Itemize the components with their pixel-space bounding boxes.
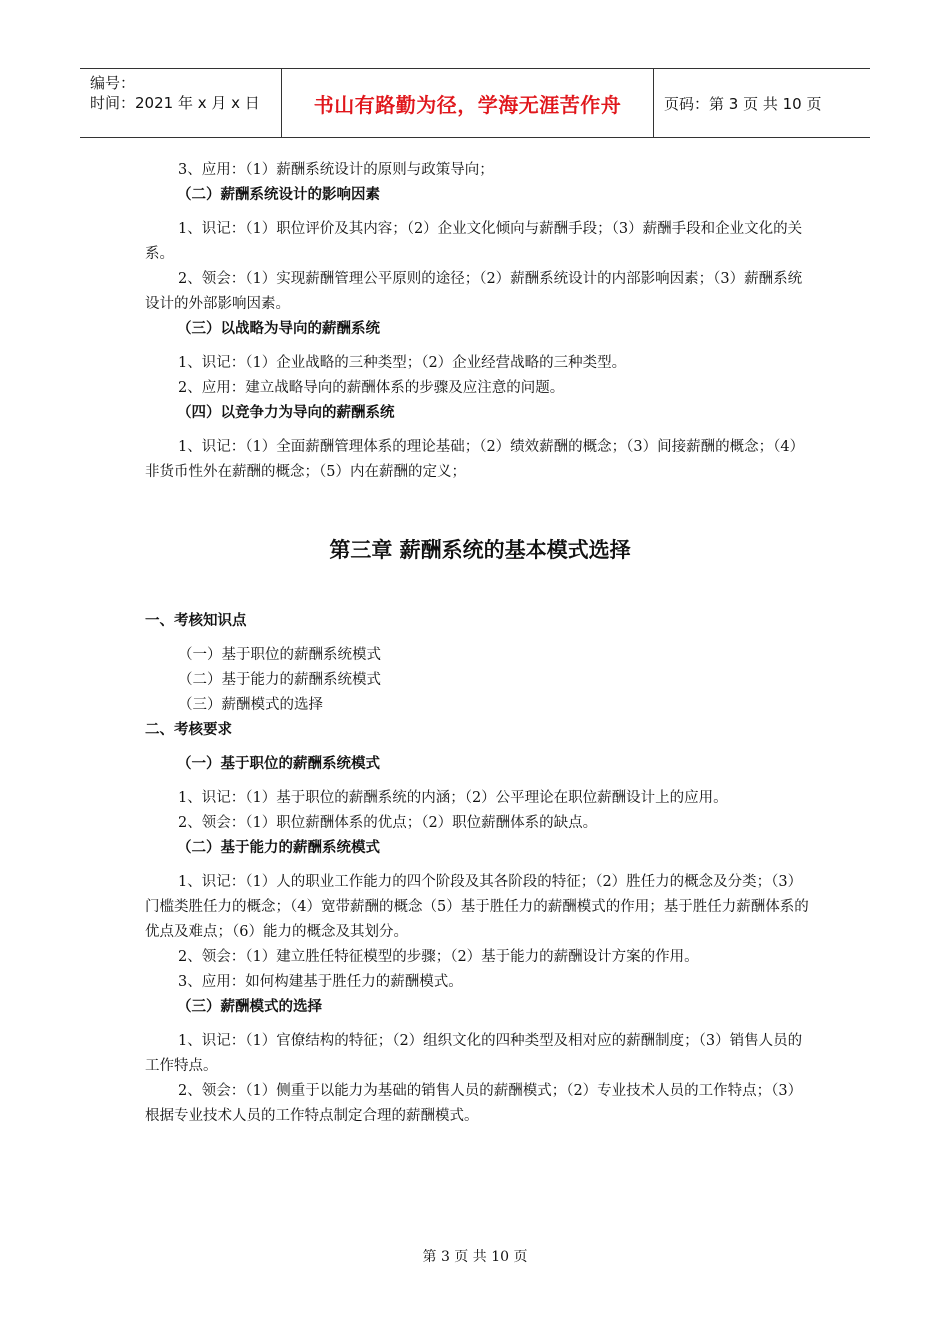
header-table <box>80 68 870 138</box>
section-heading: 一、考核知识点 <box>145 613 247 629</box>
subsection-heading: （一）基于职位的薪酬系统模式 <box>177 756 380 772</box>
paragraph: 2、应用：建立战略导向的薪酬体系的步骤及应注意的问题。 <box>178 380 565 396</box>
paragraph: 1、识记：（1）官僚结构的特征；（2）组织文化的四种类型及相对应的薪酬制度；（3）销售人员的工作特点。 <box>145 1033 803 1074</box>
paragraph: 1、识记：（1）人的职业工作能力的四个阶段及其各阶段的特征；（2）胜任力的概念及分类；（3）门槛类胜任力的概念；（4）宽带薪酬的概念（5）基于胜任力的薪酬模式的作用；基于胜任力薪酬体系的优点及难点；（6）能力的概念及其划分。 <box>145 874 809 940</box>
chapter-title: 第三章 薪酬系统的基本模式选择 <box>329 538 631 562</box>
section-heading: （三）以战略为导向的薪酬系统 <box>177 321 380 337</box>
paragraph: 1、识记：（1）企业战略的三种类型；（2）企业经营战略的三种类型。 <box>178 355 627 371</box>
section-heading: 二、考核要求 <box>145 722 232 738</box>
paragraph: 2、领会：（1）职位薪酬体系的优点；（2）职位薪酬体系的缺点。 <box>178 815 598 831</box>
section-heading: （四）以竞争力为导向的薪酬系统 <box>177 405 395 421</box>
page-footer: 第 3 页 共 10 页 <box>422 1249 528 1265</box>
paragraph: 3、应用：（1）薪酬系统设计的原则与政策导向； <box>178 162 494 178</box>
subsection-heading: （二）基于能力的薪酬系统模式 <box>177 840 380 856</box>
paragraph: 2、领会：（1）建立胜任特征模型的步骤；（2）基于能力的薪酬设计方案的作用。 <box>178 949 699 965</box>
serial-label: 编号： <box>90 74 136 92</box>
list-item: （二）基于能力的薪酬系统模式 <box>178 672 381 688</box>
paragraph: 1、识记：（1）全面薪酬管理体系的理论基础；（2）绩效薪酬的概念；（3）间接薪酬的概念；（4）非货币性外在薪酬的概念；（5）内在薪酬的定义； <box>145 439 805 480</box>
paragraph: 2、领会：（1）侧重于以能力为基础的销售人员的薪酬模式；（2）专业技术人员的工作特点；（3）根据专业技术人员的工作特点制定合理的薪酬模式。 <box>145 1083 803 1124</box>
paragraph: 2、领会：（1）实现薪酬管理公平原则的途径；（2）薪酬系统设计的内部影响因素；（3）薪酬系统设计的外部影响因素。 <box>145 271 803 312</box>
section-heading: （二）薪酬系统设计的影响因素 <box>177 187 380 203</box>
document-body <box>145 158 815 1129</box>
header-motto: 书山有路勤为径，学海无涯苦作舟 <box>282 69 654 137</box>
list-item: （一）基于职位的薪酬系统模式 <box>178 647 381 663</box>
paragraph: 1、识记：（1）职位评价及其内容；（2）企业文化倾向与薪酬手段；（3）薪酬手段和企业文化的关系。 <box>145 221 803 262</box>
paragraph: 1、识记：（1）基于职位的薪酬系统的内涵；（2）公平理论在职位薪酬设计上的应用。 <box>178 790 728 806</box>
header-page-info: 页码：第 3 页 共 10 页 <box>664 94 822 113</box>
time-label: 时间：2021 年 x 月 x 日 <box>90 94 260 112</box>
paragraph: 3、应用：如何构建基于胜任力的薪酬模式。 <box>178 974 463 990</box>
subsection-heading: （三）薪酬模式的选择 <box>177 999 322 1015</box>
header-meta <box>80 69 282 137</box>
list-item: （三）薪酬模式的选择 <box>178 697 323 713</box>
